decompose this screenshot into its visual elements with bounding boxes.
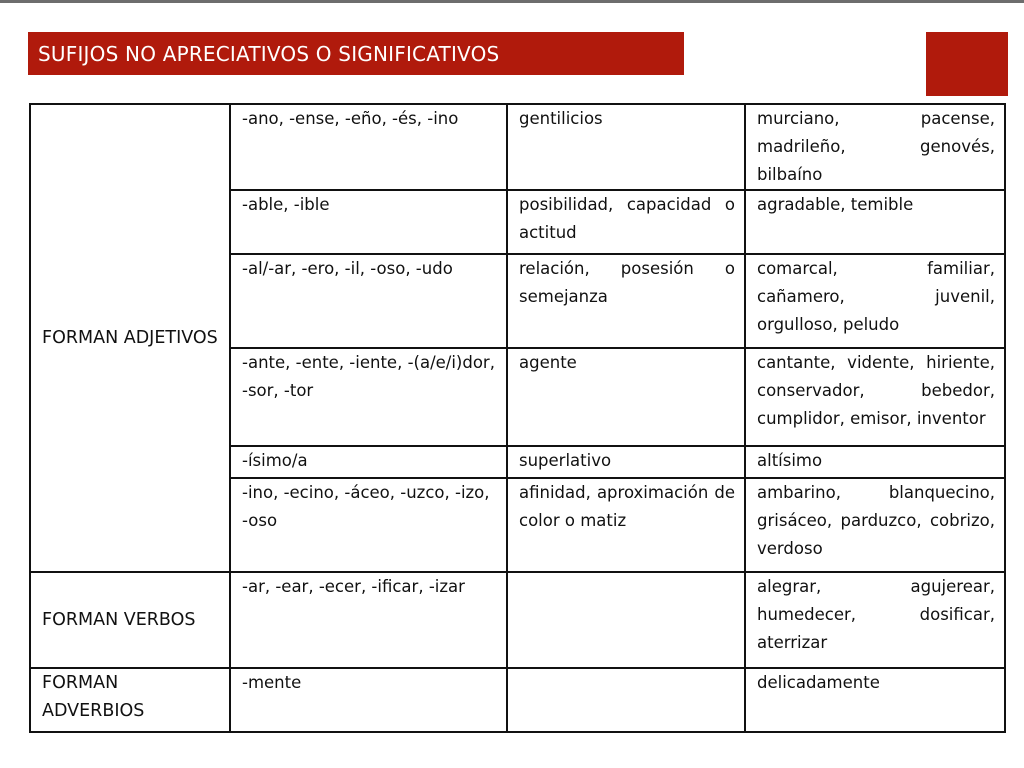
suffix-cell: -able, -ible: [230, 190, 507, 254]
examples-cell: agradable, temible: [745, 190, 1005, 254]
meaning-cell: superlativo: [507, 446, 745, 478]
meaning-cell: agente: [507, 348, 745, 446]
suffix-cell: -ante, -ente, -iente, -(a/e/i)dor, -sor, -tor: [230, 348, 507, 446]
meaning-cell: relación, posesión o semejanza: [507, 254, 745, 348]
suffix-cell: -ino, -ecino, -áceo, -uzco, -izo, -oso: [230, 478, 507, 572]
examples-cell: murciano, pacense, madrileño, genovés, bilbaíno: [745, 104, 1005, 190]
meaning-cell: gentilicios: [507, 104, 745, 190]
slide-title: [28, 32, 684, 75]
examples-cell: altísimo: [745, 446, 1005, 478]
examples-cell: alegrar, agujerear, humedecer, dosificar, aterrizar: [745, 572, 1005, 668]
suffix-table: [29, 103, 1006, 733]
table-row: [30, 104, 1005, 190]
meaning-cell: posibilidad, capacidad o actitud: [507, 190, 745, 254]
table-row: [30, 668, 1005, 732]
category-cell-verbos: FORMAN VERBOS: [30, 572, 230, 668]
suffix-cell: -mente: [230, 668, 507, 732]
slide-title-text: SUFIJOS NO APRECIATIVOS O SIGNIFICATIVOS: [38, 41, 500, 66]
examples-cell: delicadamente: [745, 668, 1005, 732]
examples-cell: cantante, vidente, hiriente, conservador, bebedor, cumplidor, emisor, inventor: [745, 348, 1005, 446]
category-cell-adverbios: FORMAN ADVERBIOS: [30, 668, 230, 732]
top-rule: [0, 0, 1024, 3]
suffix-cell: -ísimo/a: [230, 446, 507, 478]
meaning-cell: afinidad, aproximación de color o matiz: [507, 478, 745, 572]
accent-block: [926, 32, 1008, 96]
suffix-cell: -ano, -ense, -eño, -és, -ino: [230, 104, 507, 190]
examples-cell: comarcal, familiar, cañamero, juvenil, orgulloso, peludo: [745, 254, 1005, 348]
suffix-cell: -al/-ar, -ero, -il, -oso, -udo: [230, 254, 507, 348]
table-row: [30, 572, 1005, 668]
category-cell-adjetivos: FORMAN ADJETIVOS: [30, 104, 230, 572]
examples-cell: ambarino, blanquecino, grisáceo, parduzco, cobrizo, verdoso: [745, 478, 1005, 572]
meaning-cell: [507, 572, 745, 668]
meaning-cell: [507, 668, 745, 732]
suffix-cell: -ar, -ear, -ecer, -ificar, -izar: [230, 572, 507, 668]
